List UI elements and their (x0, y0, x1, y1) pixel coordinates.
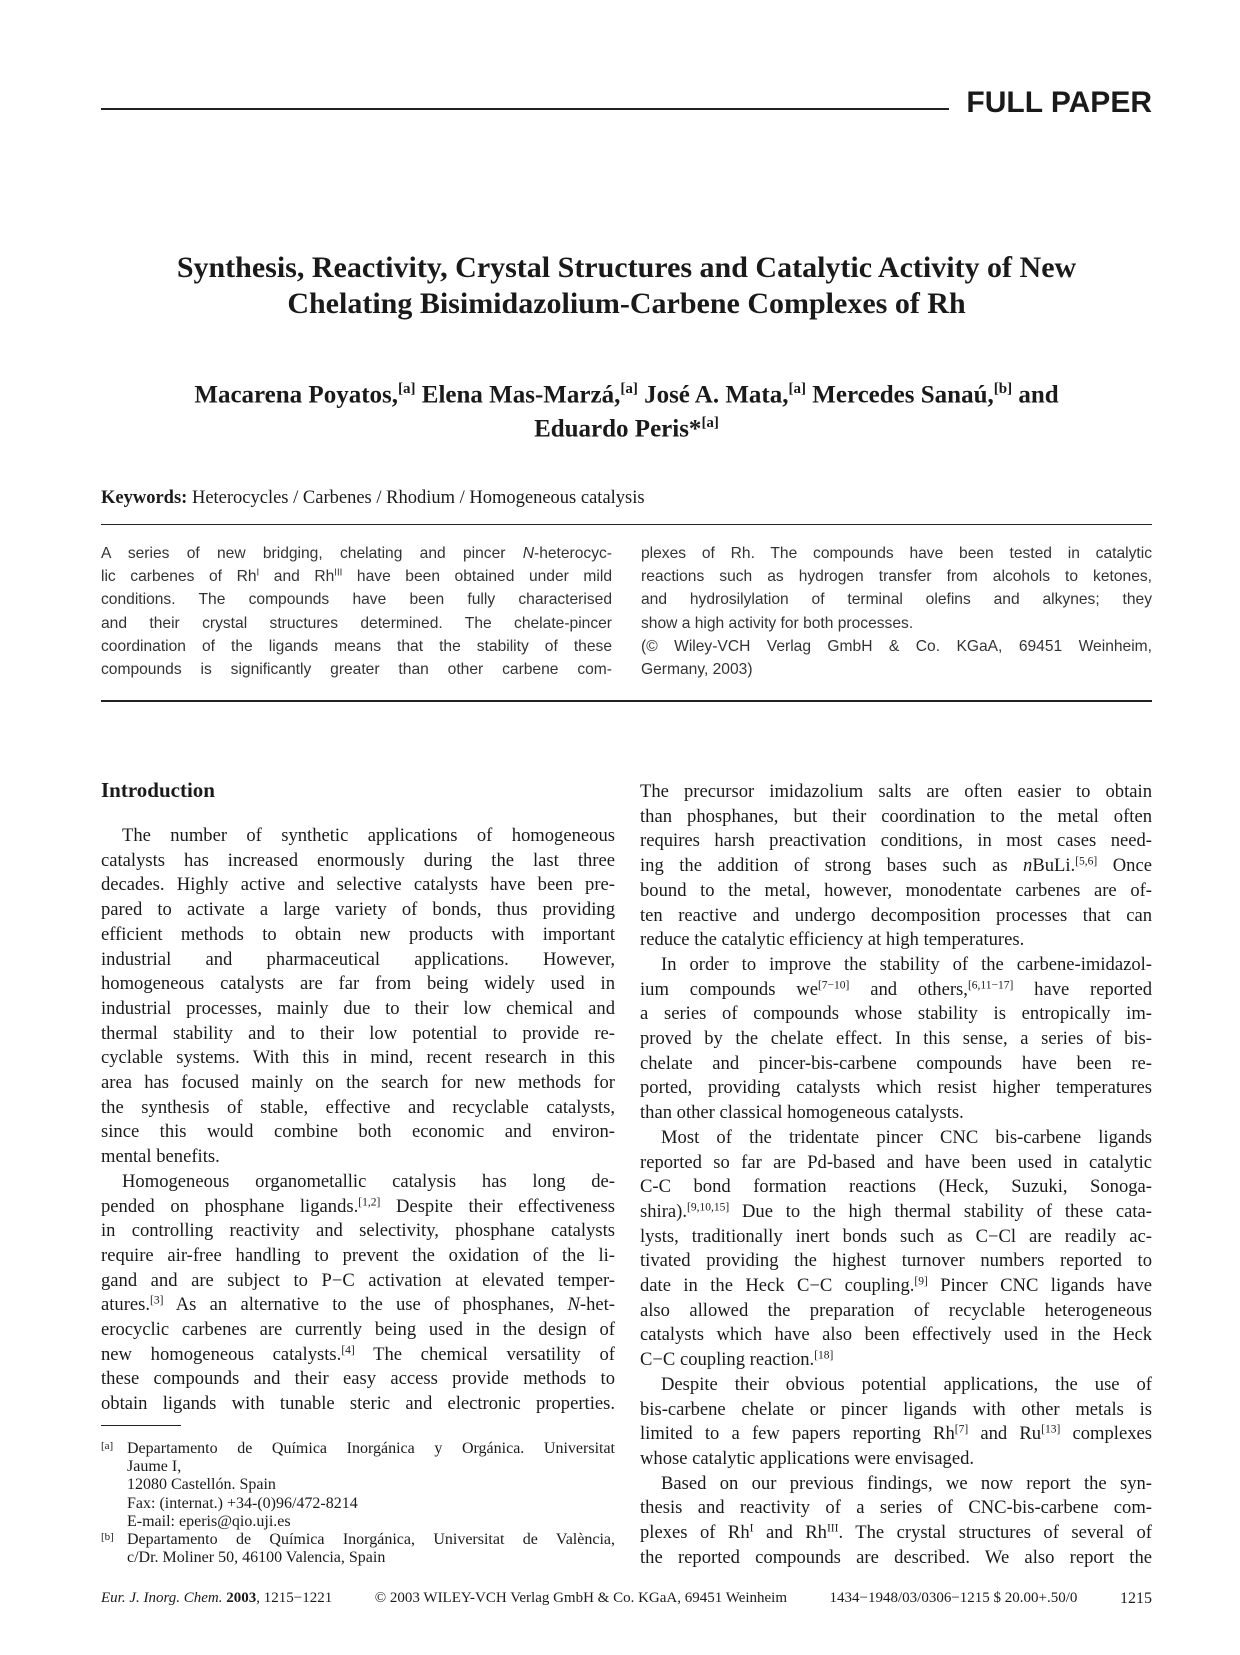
text-line (640, 978, 1152, 1003)
text-run: plexes of Rh (640, 1522, 750, 1544)
text-line (641, 612, 1152, 635)
author-name: Macarena Poyatos, (194, 381, 399, 409)
text-line (101, 972, 615, 997)
author-name: Elena Mas-Marzá, (415, 381, 621, 409)
text-line (641, 565, 1152, 588)
text-line (640, 1002, 1152, 1027)
section-label: FULL PAPER (966, 86, 1152, 119)
text-run: gand and are subject to P−C activation at elevated temper- (101, 1269, 615, 1291)
affiliation-marker: [a] (398, 381, 416, 397)
text-run: reported so far are Pd-based and have been used in catalytic (640, 1151, 1152, 1173)
text-run: pared to activate a large variety of bonds, thus providing (101, 899, 615, 921)
text-line (101, 1096, 615, 1121)
citation-superscript: III (826, 1522, 839, 1535)
text-line (640, 1422, 1152, 1447)
author-name: and (1012, 381, 1059, 409)
italic-text: n (1023, 855, 1033, 877)
text-run: in controlling reactivity and selectivity, phosphane catalysts (101, 1220, 615, 1242)
abstract-rule (101, 700, 1152, 702)
text-run: E-mail: eperis@qio.uji.es (127, 1512, 291, 1530)
text-line (101, 1071, 615, 1096)
abstract-left-column (101, 542, 612, 681)
affiliation-footnote (101, 1531, 615, 1567)
text-run: Despite their obvious potential applications, the use of (661, 1373, 1152, 1395)
text-run: thermal stability and to their low potential to provide re- (101, 1022, 615, 1044)
copyright: © 2003 WILEY-VCH Verlag GmbH & Co. KGaA, 69451 Weinheim (374, 1590, 788, 1606)
section-heading-introduction: Introduction (101, 778, 215, 802)
text-line (640, 1126, 1152, 1151)
paragraph (101, 542, 612, 681)
paper-title-line-2: Chelating Bisimidazolium-Carbene Complexes of Rh (287, 287, 966, 320)
page-number: 1215 (1119, 1590, 1152, 1607)
text-run: catalysts has increased enormously during the last three (101, 849, 615, 871)
affiliation-footnote (101, 1440, 615, 1531)
text-line (101, 1269, 615, 1294)
text-run: reduce the catalytic efficiency at high temperatures. (640, 929, 1025, 951)
text-run: and their crystal structures determined. The chelate-pincer (101, 614, 612, 632)
citation-superscript: I (256, 567, 260, 579)
text-line (640, 1151, 1152, 1176)
text-line (101, 1046, 615, 1071)
paragraph (641, 542, 1152, 635)
text-run: The chemical versatility of (354, 1343, 615, 1365)
keywords-label: Keywords: (101, 488, 188, 508)
text-line (101, 923, 615, 948)
text-run: Due to the high thermal stability of these cata- (729, 1200, 1152, 1222)
text-line (101, 658, 612, 681)
text-run: these compounds and their easy access provide methods to (101, 1368, 615, 1390)
citation-superscript: III (334, 567, 343, 579)
text-run: 12080 Castellón. Spain (127, 1476, 276, 1494)
text-run: industrial processes, mainly due to their low chemical and (101, 997, 615, 1019)
affiliation-marker: [b] (993, 381, 1013, 397)
footnote-line (127, 1495, 615, 1513)
text-run: reactions such as hydrogen transfer from alcohols to ketones, (641, 568, 1152, 586)
citation-superscript: [5,6] (1075, 855, 1098, 868)
citation-superscript: [18] (814, 1349, 834, 1362)
citation-superscript: I (749, 1522, 754, 1535)
citation (101, 1590, 332, 1608)
text-run: The precursor imidazolium salts are often easier to obtain (640, 781, 1152, 802)
journal-name: Eur. J. Inorg. Chem. (101, 1590, 223, 1606)
text-line (101, 997, 615, 1022)
text-line (640, 1398, 1152, 1423)
citation-superscript: [7−10] (817, 979, 850, 992)
paragraph (640, 953, 1152, 1126)
text-line (641, 588, 1152, 611)
footnote-marker: [a] (101, 1440, 114, 1452)
text-run: (© Wiley-VCH Verlag GmbH & Co. KGaA, 69451 Weinheim, (641, 637, 1152, 655)
paragraph (101, 1170, 615, 1417)
text-line (640, 1249, 1152, 1274)
paragraph (640, 1373, 1152, 1472)
text-run: homogeneous catalysts are far from being widely used in (101, 973, 615, 995)
journal-year: 2003 (226, 1590, 257, 1606)
text-line (641, 658, 1152, 681)
text-run: requires harsh preactivation conditions, in most cases need- (640, 830, 1152, 852)
affiliation-footnotes (101, 1440, 615, 1567)
text-run: lysts, traditionally inert bonds such as C−Cl are readily ac- (640, 1225, 1152, 1247)
author-list-cont (101, 406, 1152, 446)
text-run: Homogeneous organometallic catalysis has long de- (122, 1170, 615, 1192)
text-run: have been obtained under mild (342, 568, 612, 586)
text-run: limited to a few papers reporting Rh (640, 1423, 955, 1445)
footnote-line (127, 1513, 615, 1531)
text-line (640, 1200, 1152, 1225)
text-line (640, 1101, 1152, 1126)
text-run: pended on phosphane ligands. (101, 1195, 359, 1217)
citation-superscript: [3] (150, 1295, 164, 1308)
italic-text: N (522, 545, 534, 562)
text-line (101, 1120, 615, 1145)
footnote-line (127, 1440, 615, 1458)
text-run: efficient methods to obtain new products with important (101, 923, 615, 945)
paragraph (641, 635, 1152, 681)
text-line (101, 1145, 615, 1170)
paragraph (640, 780, 1152, 953)
citation-superscript: [7] (954, 1423, 969, 1436)
text-line (640, 1027, 1152, 1052)
text-line (101, 824, 615, 849)
text-run: Based on our previous findings, we now report the syn- (661, 1472, 1152, 1494)
text-run: ten reactive and undergo decomposition processes that can (640, 904, 1152, 926)
text-run: and others, (849, 978, 968, 1000)
text-run: also allowed the preparation of recyclable heterogeneous (640, 1299, 1152, 1321)
text-line (640, 1175, 1152, 1200)
italic-text: N (567, 1294, 580, 1316)
footnote-line (127, 1458, 615, 1476)
text-line (101, 1318, 615, 1343)
affiliation-marker: [a] (620, 381, 638, 397)
text-line (101, 948, 615, 973)
text-run: and Rh (753, 1522, 827, 1544)
text-line (640, 1225, 1152, 1250)
text-run: Pincer CNC ligands have (927, 1275, 1152, 1297)
text-line (640, 1546, 1152, 1571)
text-line (640, 829, 1152, 854)
keywords-text: Heterocycles / Carbenes / Rhodium / Homogeneous catalysis (187, 488, 645, 508)
text-run: A series of new bridging, chelating and pincer (101, 545, 523, 562)
paragraph (640, 1472, 1152, 1571)
text-line (101, 1367, 615, 1392)
text-line (101, 1244, 615, 1269)
footnote-line (127, 1476, 615, 1494)
text-run: c/Dr. Moliner 50, 46100 Valencia, Spain (127, 1549, 386, 1567)
text-line (101, 1392, 615, 1417)
text-run: a series of compounds whose stability is entropically im- (640, 1003, 1152, 1025)
text-run: and Rh (259, 568, 335, 586)
text-run: since this would combine both economic and environ- (101, 1121, 615, 1143)
text-run: ium compounds we (640, 978, 818, 1000)
footnote-line (127, 1549, 615, 1567)
text-line (101, 1022, 615, 1047)
text-run: atures. (101, 1294, 151, 1316)
text-run: Once (1097, 855, 1152, 877)
text-line (640, 1472, 1152, 1497)
text-run: industrial and pharmaceutical applications. However, (101, 948, 615, 970)
text-line (640, 805, 1152, 830)
text-run: whose catalytic applications were envisaged. (640, 1447, 975, 1469)
text-line (641, 542, 1152, 565)
text-run: and Ru (968, 1423, 1042, 1445)
text-run: In order to improve the stability of the carbene-imidazol- (661, 953, 1152, 975)
paragraph (640, 1126, 1152, 1373)
text-run: new homogeneous catalysts. (101, 1343, 342, 1365)
text-run: require air-free handling to prevent the oxidation of the li- (101, 1244, 615, 1266)
keywords (101, 488, 645, 509)
text-line (640, 1323, 1152, 1348)
text-line (640, 780, 1152, 805)
text-run: mental benefits. (101, 1146, 220, 1168)
text-run: -heterocyc- (534, 545, 612, 562)
text-run: decades. Highly active and selective catalysts have been pre- (101, 874, 615, 896)
text-run: plexes of Rh. The compounds have been tested in catalytic (641, 545, 1152, 562)
text-line (640, 879, 1152, 904)
text-run: shira). (640, 1200, 687, 1222)
issn: 1434−1948/03/0306−1215 $ 20.00+.50/0 (829, 1590, 1078, 1606)
text-line (101, 635, 612, 658)
intro-left-column (101, 824, 615, 1417)
text-line (640, 904, 1152, 929)
text-run: conditions. The compounds have been fully characterised (101, 591, 612, 609)
text-line (101, 873, 615, 898)
text-run: catalysts which have also been effectively used in the Heck (640, 1324, 1152, 1346)
text-run: complexes (1060, 1423, 1152, 1445)
author-name: Mercedes Sanaú, (806, 381, 994, 409)
text-run: Departamento de Química Inorgánica, Universitat de València, (127, 1531, 615, 1549)
text-line (640, 854, 1152, 879)
text-line (101, 588, 612, 611)
text-line (101, 565, 612, 588)
text-run: ing the addition of strong bases such as (640, 855, 1024, 877)
text-run: Fax: (internat.) +34-(0)96/472-8214 (127, 1494, 358, 1512)
citation-superscript: [6,11−17] (967, 979, 1014, 992)
text-line (101, 849, 615, 874)
text-run: As an alternative to the use of phosphanes, (163, 1294, 568, 1316)
text-line (640, 1521, 1152, 1546)
text-line (101, 1170, 615, 1195)
text-run: thesis and reactivity of a series of CNC-bis-carbene com- (640, 1497, 1152, 1519)
text-run: show a high activity for both processes. (641, 614, 914, 632)
text-line (640, 953, 1152, 978)
text-run: have reported (1013, 978, 1152, 1000)
text-line (101, 1219, 615, 1244)
text-run: C-C bond formation reactions (Heck, Suzuki, Sonoga- (640, 1176, 1152, 1198)
text-run: Germany, 2003) (641, 661, 753, 679)
footnote-line (127, 1531, 615, 1549)
page-footer (101, 1590, 1152, 1608)
text-run: Despite their effectiveness (380, 1195, 615, 1217)
text-line (640, 1274, 1152, 1299)
keywords-rule (101, 524, 1152, 525)
page-range: , 1215−1221 (256, 1590, 333, 1606)
text-run: ported, providing catalysts which resist higher temperatures (640, 1077, 1152, 1099)
text-line (101, 1293, 615, 1318)
text-run: Departamento de Química Inorgánica y Orgánica. Universitat (127, 1440, 615, 1457)
text-run: proved by the chelate effect. In this sense, a series of bis- (640, 1028, 1152, 1050)
text-line (640, 1052, 1152, 1077)
text-run: chelate and pincer-bis-carbene compounds have been re- (640, 1052, 1152, 1074)
author-name: José A. Mata, (637, 381, 789, 409)
text-line (101, 898, 615, 923)
text-line (640, 1348, 1152, 1373)
footnote-rule (101, 1425, 181, 1426)
text-run: than other classical homogeneous catalysts. (640, 1102, 964, 1124)
text-run: and hydrosilylation of terminal olefins and alkynes; they (641, 591, 1152, 609)
text-run: Most of the tridentate pincer CNC bis-carbene ligands (661, 1126, 1152, 1148)
text-run: cyclable systems. With this in mind, recent research in this (101, 1047, 615, 1069)
header-rule (101, 108, 949, 110)
text-run: C−C coupling reaction. (640, 1349, 815, 1371)
text-line (101, 542, 612, 565)
text-run: lic carbenes of Rh (101, 568, 257, 586)
citation-superscript: [9] (914, 1275, 928, 1288)
footnote-marker: [b] (101, 1531, 114, 1544)
text-run: area has focused mainly on the search for new methods for (101, 1072, 615, 1094)
text-line (640, 928, 1152, 953)
text-line (101, 612, 612, 635)
text-line (101, 1343, 615, 1368)
abstract-right-column (641, 542, 1152, 681)
text-run: than phosphanes, but their coordination to the metal often (640, 805, 1152, 827)
text-run: obtain ligands with tunable steric and electronic properties. (101, 1393, 615, 1415)
text-run: The number of synthetic applications of homogeneous (122, 825, 615, 846)
text-run: the reported compounds are described. We also report the (640, 1546, 1152, 1568)
paragraph (101, 824, 615, 1170)
text-line (640, 1373, 1152, 1398)
text-run: bound to the metal, however, monodentate carbenes are of- (640, 879, 1152, 901)
text-line (640, 1299, 1152, 1324)
affiliation-marker: [a] (788, 381, 806, 397)
text-line (641, 635, 1152, 658)
text-run: date in the Heck C−C coupling. (640, 1275, 915, 1297)
text-line (640, 1447, 1152, 1472)
text-run: coordination of the ligands means that the stability of these (101, 637, 612, 655)
citation-superscript: [13] (1041, 1423, 1061, 1436)
text-line (640, 1496, 1152, 1521)
text-run: compounds is significantly greater than other carbene com- (101, 661, 612, 679)
text-run: the synthesis of stable, effective and recyclable catalysts, (101, 1096, 615, 1118)
text-run: Jaume I, (127, 1458, 182, 1476)
citation-superscript: [1,2] (358, 1196, 381, 1209)
text-run: erocyclic carbenes are currently being used in the design of (101, 1319, 615, 1341)
affiliation-marker: [a] (701, 415, 719, 431)
text-line (101, 1195, 615, 1220)
text-run: bis-carbene chelate or pincer ligands with other metals is (640, 1398, 1152, 1420)
text-run: . The crystal structures of several of (838, 1522, 1152, 1544)
intro-right-column (640, 780, 1152, 1571)
author-name: Eduardo Peris* (534, 415, 702, 443)
text-run: BuLi. (1032, 855, 1076, 877)
paper-title-line-1: Synthesis, Reactivity, Crystal Structures and Catalytic Activity of New (176, 251, 1077, 284)
text-line (640, 1076, 1152, 1101)
citation-superscript: [9,10,15] (686, 1201, 730, 1214)
citation-superscript: [4] (341, 1344, 355, 1357)
text-run: -het- (579, 1294, 615, 1316)
text-run: tivated providing the highest turnover numbers reported to (640, 1250, 1152, 1272)
